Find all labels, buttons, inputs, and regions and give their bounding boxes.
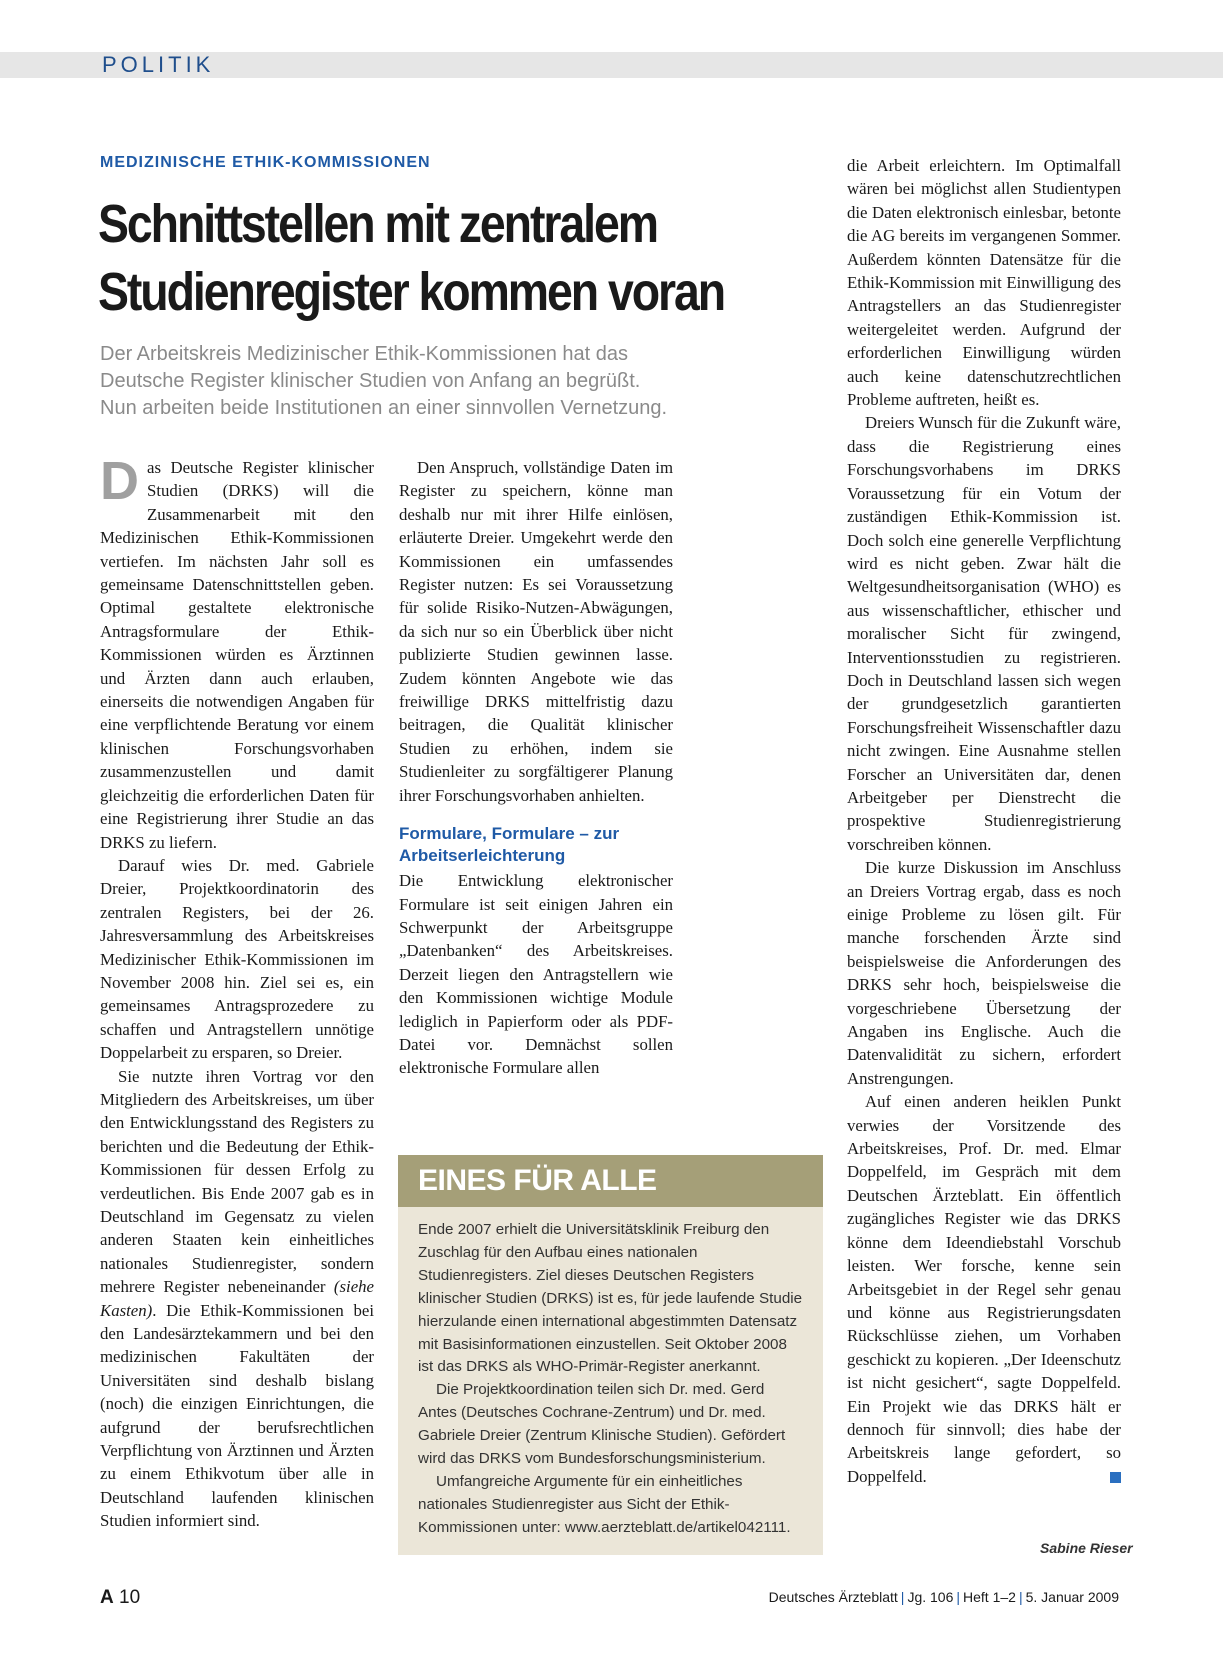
journal-date: 5. Januar 2009 bbox=[1025, 1589, 1119, 1605]
info-box-paragraph: Umfangreiche Argumente für ein einheitliches nationales Studienregister aus Sicht der Ethik-Kommissionen unter: www.aerzteblatt.de/artikel042111. bbox=[418, 1472, 791, 1536]
headline-line-2: Studienregister kommen voran bbox=[98, 262, 725, 322]
author-byline: Sabine Rieser bbox=[1040, 1540, 1133, 1556]
article-headline bbox=[98, 190, 734, 326]
body-column-3 bbox=[847, 154, 1121, 1488]
body-paragraph: Die kurze Diskussion im Anschluss an Dreiers Vortrag ergab, dass es noch einige Probleme zu lösen gilt. Für manche forschenden Ärzte sind beispielsweise die Anforderungen des DRKS sehr hoch, beispielsweise die vorgeschriebene Übersetzung der Angaben ins Englische. Auch die Datenvalidität zu sichern, erfordert Anstrengungen. bbox=[847, 858, 1121, 1088]
info-box-body bbox=[398, 1207, 823, 1540]
body-column-1 bbox=[100, 451, 374, 1533]
article-kicker: MEDIZINISCHE ETHIK-KOMMISSIONEN bbox=[100, 154, 431, 171]
body-paragraph: Den Anspruch, vollständige Daten im Register zu speichern, könne man deshalb nur mit ihrer Hilfe einlösen, erläuterte Dreier. Umgekehrt werde den Kommissionen ein umfassendes Register nutzen: Es sei Voraussetzung für solide Risiko-Nutzen-Abwägungen, da sich nur so ein Überblick über nicht publizierte Studien gewinnen lasse. Zudem könnten Angebote wie das freiwillige DRKS mittelfristig dazu beitragen, die Qualität klinischer Studien zu erhöhen, indem sie Studienleiter zu sorgfältigerer Planung ihrer Forschungsvorhaben anhielten. bbox=[399, 458, 673, 805]
body-paragraph: die Arbeit erleichtern. Im Optimalfall wären bei möglichst allen Studientypen die Daten elektronisch einlesbar, betonte die AG bereits im vergangenen Sommer. Außerdem könnten Datensätze für die Ethik-Kommission mit Einwilligung des Antragstellers an das Studienregister weitergeleitet werden. Aufgrund der erforderlichen Einwilligung würden auch keine datenschutzrechtlichen Probleme auftreten, heißt es. bbox=[847, 156, 1121, 410]
journal-volume: Jg. 106 bbox=[907, 1589, 954, 1605]
journal-citation: Deutsches Ärzteblatt | Jg. 106 | Heft 1–2 | 5. Januar 2009 bbox=[768, 1589, 1119, 1605]
info-box-paragraph: Ende 2007 erhielt die Universitätsklinik Freiburg den Zuschlag für den Aufbau eines nationalen Studienregisters. Ziel dieses Deutschen Registers klinischer Studien (DRKS) ist es, für jede laufende Studie hierzulande einen international abgestimmten Datensatz mit Basisinformationen einzustellen. Seit Oktober 2008 ist das DRKS als WHO-Primär-Register anerkannt. bbox=[418, 1221, 803, 1376]
info-box-title: EINES FÜR ALLE bbox=[398, 1155, 823, 1207]
body-paragraph: Auf einen anderen heiklen Punkt verwies der Vorsitzende des Arbeitskreises, Prof. Dr. med. Elmar Doppelfeld, im Gespräch mit dem Deutschen Ärzteblatt. Ein öffentlich zugängliches Register wie das DRKS könne dem Ideendiebstahl Vorschub leisten. Wer forsche, kenne sein Arbeitsgebiet in der Regel sehr genau und könne aus Registrierungsdaten Rückschlüsse ziehen, um Vorhaben geschickt zu kopieren. „Der Ideenschutz ist nicht gesichert“, sagte Doppelfeld. Ein Projekt wie das DRKS hält er dennoch für sinnvoll; dies habe der Arbeitskreis lange gefordert, so Doppelfeld. bbox=[847, 1092, 1121, 1486]
section-subheading: Formulare, Formulare – zur Arbeitserleichterung bbox=[399, 824, 620, 866]
body-paragraph: Sie nutzte ihren Vortrag vor den Mitgliedern des Arbeitskreises, um über den Entwicklungsstand des Registers zu berichten und die Bedeutung der Ethik-Kommissionen für dessen Erfolg zu verdeutlichen. Bis Ende 2007 gab es in Deutschland im Gegensatz zu vielen anderen Staaten kein einheitliches nationales Studienregister, sondern mehrere Register nebeneinander (siehe Kasten). Die Ethik-Kommissionen bei den Landesärztekammern und bei den medizinischen Fakultäten der Universitäten sind deshalb bislang (noch) die einzigen Einrichtungen, die aufgrund der berufsrechtlichen Verpflichtung von Ärztinnen und Ärzten zu einem Ethikvotum über alle in Deutschland laufenden klinischen Studien informiert sind. bbox=[100, 1066, 374, 1531]
standfirst-line-2: Deutsche Register klinischer Studien von Anfang an begrüßt. bbox=[100, 370, 641, 392]
section-label: POLITIK bbox=[102, 52, 215, 77]
journal-name: Deutsches Ärzteblatt bbox=[768, 1589, 898, 1605]
info-box bbox=[398, 1155, 823, 1555]
info-box-paragraph: Die Projektkoordination teilen sich Dr. med. Gerd Antes (Deutsches Cochrane-Zentrum) und Dr. med. Gabriele Dreier (Zentrum Klinische Studien). Gefördert wird das DRKS vom Bundesforschungsministerium. bbox=[418, 1381, 786, 1468]
end-of-article-square-icon bbox=[1110, 1472, 1121, 1483]
journal-issue: Heft 1–2 bbox=[963, 1589, 1016, 1605]
box-reference: (siehe Kasten) bbox=[100, 1277, 374, 1320]
headline-line-1: Schnittstellen mit zentralem bbox=[98, 194, 657, 254]
body-column-2 bbox=[399, 456, 673, 1080]
body-paragraph: Die Entwicklung elektronischer Formulare ist seit einigen Jahren ein Schwerpunkt der Arbeitsgruppe „Datenbanken“ des Arbeitskreises. Derzeit liegen den Antragstellern wie den Kommissionen wichtige Module lediglich in Papierform oder als PDF-Datei vor. Demnächst sollen elektronische Formulare allen bbox=[399, 871, 673, 1078]
body-paragraph: Darauf wies Dr. med. Gabriele Dreier, Projektkoordinatorin des zentralen Registers, bei der 26. Jahresversammlung des Arbeitskreises Medizinischer Ethik-Kommissionen im November 2008 hin. Ziel sei es, ein gemeinsames Antragsprozedere zu schaffen und Antragstellern unnötige Doppelarbeit zu ersparen, so Dreier. bbox=[100, 855, 374, 1063]
page-number: A 10 bbox=[100, 1587, 141, 1608]
standfirst-line-1: Der Arbeitskreis Medizinischer Ethik-Kommissionen hat das bbox=[100, 343, 628, 365]
drop-cap: D bbox=[100, 451, 139, 511]
standfirst-line-3: Nun arbeiten beide Institutionen an einer sinnvollen Vernetzung. bbox=[100, 397, 668, 419]
body-paragraph: Das Deutsche Register klinischer Studien (DRKS) will die Zusammenarbeit mit den Medizinischen Ethik-Kommissionen vertiefen. Im nächsten Jahr soll es gemeinsame Datenschnittstellen geben. Optimal gestaltete elektronische Antragsformulare der Ethik-Kommissionen würden es Ärztinnen und Ärzten dann auch erlauben, einerseits die notwendigen Angaben für eine verpflichtende Beratung vor einem klinischen Forschungsvorhaben zusammenzustellen und damit gleichzeitig die erforderlichen Daten für eine Registrierung ihrer Studie an das DRKS zu liefern. bbox=[100, 451, 374, 852]
article-standfirst bbox=[100, 341, 780, 422]
body-paragraph: Dreiers Wunsch für die Zukunft wäre, dass die Registrierung eines Forschungsvorhabens im DRKS Voraussetzung für ein Votum der zuständigen Ethik-Kommission ist. Doch solch eine generelle Verpflichtung wird es nicht geben. Zwar hält die Weltgesundheitsorganisation (WHO) es aus wissenschaftlicher, ethischer und moralischer Sicht für zwingend, Interventionsstudien zu registrieren. Doch in Deutschland lassen sich wegen der grundgesetzlich garantierten Forschungsfreiheit Wissenschaftler dazu nicht zwingen. Eine Ausnahme stellen Forscher an Universitäten dar, denen Arbeitgeber per Dienstrecht die prospektive Studienregistrierung vorschreiben können. bbox=[847, 413, 1121, 854]
